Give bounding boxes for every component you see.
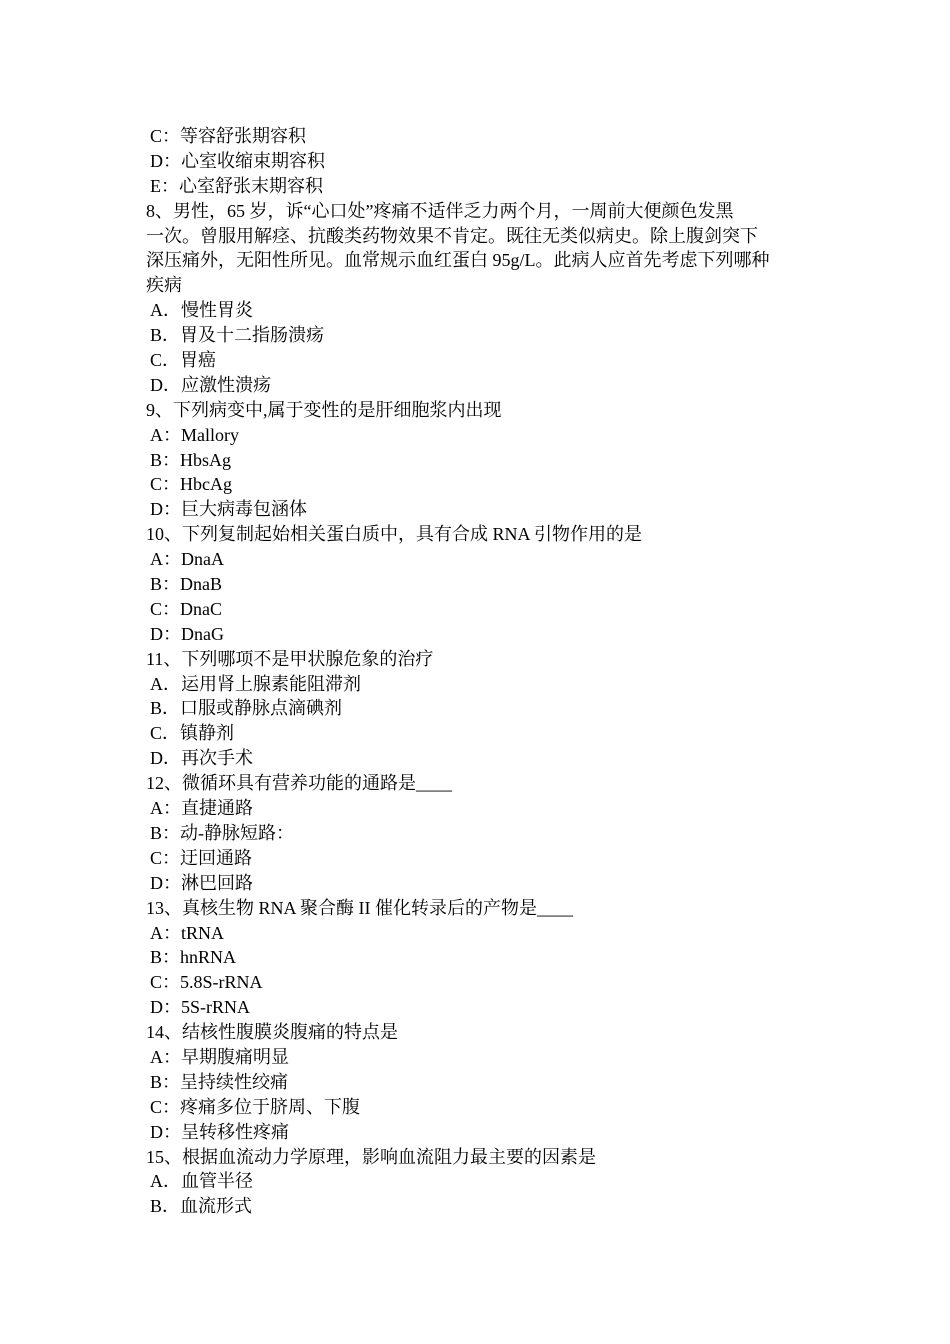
question-line: 深压痛外，无阳性所见。血常规示血红蛋白 95g/L。此病人应首先考虑下列哪种 xyxy=(146,250,770,271)
question-stem xyxy=(146,1020,810,1045)
answer-option: D：5S-rRNA xyxy=(150,997,251,1018)
answer-option: B．胃及十二指肠溃疡 xyxy=(150,325,325,346)
answer-option: A：DnaA xyxy=(150,549,224,570)
answer-option: D：DnaG xyxy=(150,623,224,644)
answer-option: C．胃癌 xyxy=(150,350,217,371)
question-line: 10、下列复制起始相关蛋白质中，具有合成 RNA 引物作用的是 xyxy=(146,524,643,545)
answer-option: B：HbsAg xyxy=(150,449,232,470)
question-line: 12、微循环具有营养功能的通路是____ xyxy=(146,773,452,794)
question-line: 疾病 xyxy=(146,275,182,296)
question-stem xyxy=(146,522,810,547)
answer-option: B：动-静脉短路： xyxy=(150,822,294,843)
question-stem xyxy=(146,1145,810,1170)
answer-option: A：直捷通路 xyxy=(150,798,253,819)
answer-option: D：呈转移性疼痛 xyxy=(150,1121,289,1142)
answer-option: A：早期腹痛明显 xyxy=(150,1046,289,1067)
question-stem xyxy=(146,896,810,921)
answer-option: A：tRNA xyxy=(150,922,225,943)
answer-option: E：心室舒张末期容积 xyxy=(150,175,323,196)
answer-option: B：DnaB xyxy=(150,574,222,595)
answer-option: A．慢性胃炎 xyxy=(150,300,253,321)
answer-option: D．再次手术 xyxy=(150,748,253,769)
answer-option: C：等容舒张期容积 xyxy=(150,126,307,146)
question-stem xyxy=(146,771,810,796)
answer-option: C：5.8S-rRNA xyxy=(150,972,263,993)
question-stem xyxy=(146,398,810,423)
question-line: 13、真核生物 RNA 聚合酶 II 催化转录后的产物是____ xyxy=(146,897,573,918)
answer-option: A：Mallory xyxy=(150,424,239,445)
question-line: 14、结核性腹膜炎腹痛的特点是 xyxy=(146,1022,398,1043)
answer-option: D．应激性溃疡 xyxy=(150,374,271,395)
answer-option: C．镇静剂 xyxy=(150,723,235,744)
answer-option: D：巨大病毒包涵体 xyxy=(150,499,307,520)
answer-option: A．运用肾上腺素能阻滞剂 xyxy=(150,673,361,694)
answer-option: B：呈持续性绞痛 xyxy=(150,1071,289,1092)
question-line: 一次。曾服用解痉、抗酸类药物效果不肯定。既往无类似病史。除上腹剑突下 xyxy=(146,225,758,246)
answer-option: D：心室收缩束期容积 xyxy=(150,150,325,171)
answer-option: C：疼痛多位于脐周、下腹 xyxy=(150,1096,361,1117)
answer-option: C：DnaC xyxy=(150,598,222,619)
answer-option: B．血流形式 xyxy=(150,1196,253,1217)
question-line: 11、下列哪项不是甲状腺危象的治疗 xyxy=(146,648,434,669)
answer-option: B．口服或静脉点滴碘剂 xyxy=(150,698,343,719)
question-stem xyxy=(146,647,810,672)
question-stem xyxy=(146,199,810,299)
document-body xyxy=(146,124,810,1219)
question-line: 9、下列病变中,属于变性的是肝细胞浆内出现 xyxy=(146,399,502,420)
answer-option: B：hnRNA xyxy=(150,947,237,968)
answer-option: A．血管半径 xyxy=(150,1171,253,1192)
answer-option: C：HbcAg xyxy=(150,474,232,495)
answer-option: D：淋巴回路 xyxy=(150,872,253,893)
question-line: 8、男性，65 岁，诉“心口处”疼痛不适伴乏力两个月，一周前大便颜色发黑 xyxy=(146,200,734,221)
answer-option: C：迂回通路 xyxy=(150,847,253,868)
question-line: 15、根据血流动力学原理，影响血流阻力最主要的因素是 xyxy=(146,1146,596,1167)
